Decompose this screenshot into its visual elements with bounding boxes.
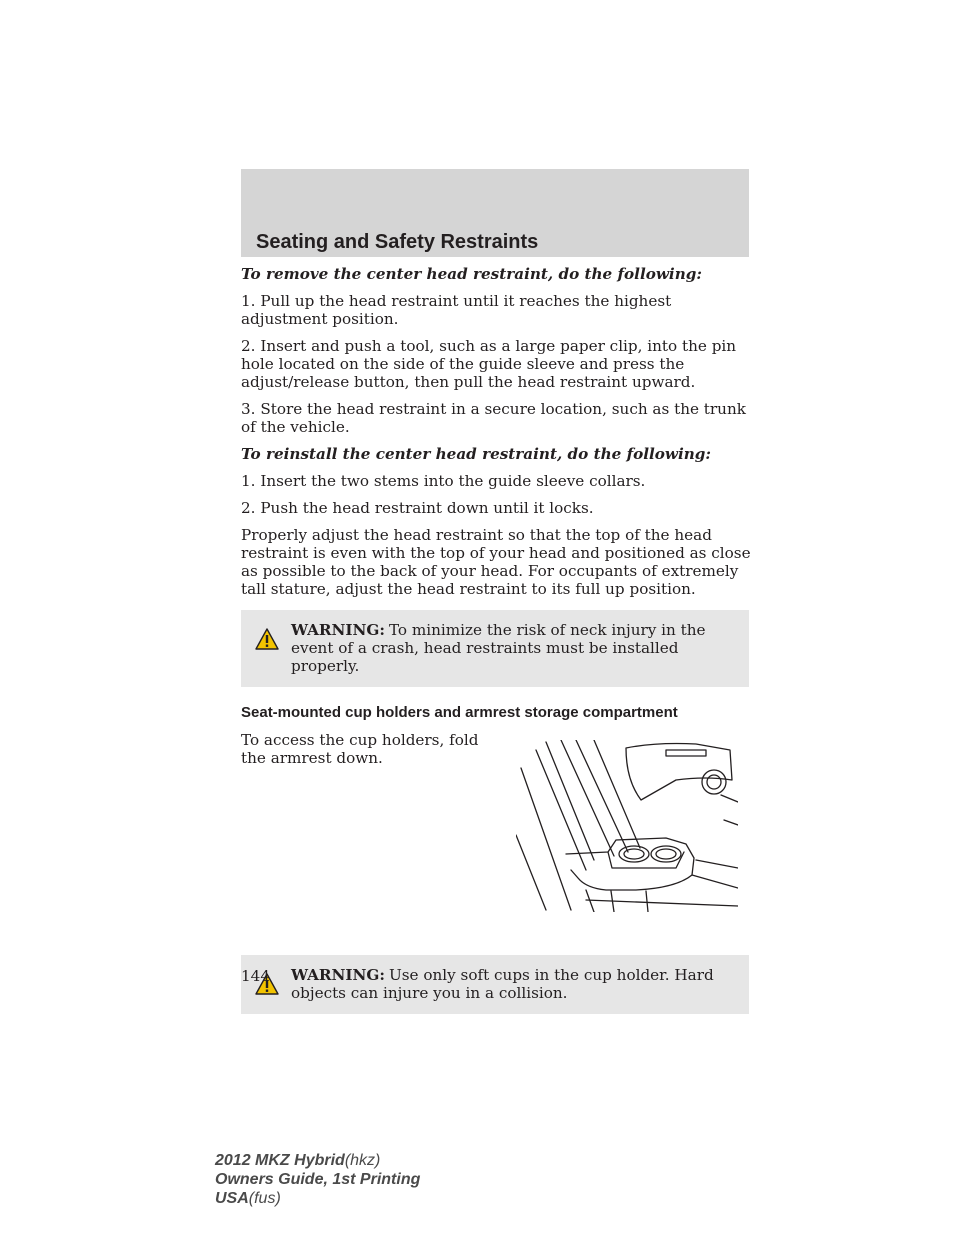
reinstall-heading: To reinstall the center head restraint, do the following: [241,445,712,463]
page-content [241,265,751,1031]
remove-step: 1. Pull up the head restraint until it reaches the highest adjustment position. [241,292,672,328]
footer-line-1 [215,1151,420,1170]
warning-triangle-icon [255,628,279,650]
warning-text: To minimize the risk of neck injury in the event of a crash, head restraints must be installed properly. [291,621,706,675]
remove-heading: To remove the center head restraint, do the following: [241,265,702,283]
page-number: 144 [241,967,270,985]
warning-box [241,955,749,1014]
warning-label: WARNING: [291,966,385,984]
footer-line-2: Owners Guide, 1st Printing [215,1171,421,1188]
cup-holder-illustration [516,740,738,912]
footer-line-3 [215,1189,420,1208]
adjust-paragraph: Properly adjust the head restraint so that the top of the head restraint is even with the top of your head and positioned as close as possible to the back of your head. For occupants of extremely tall stature, adjust the head restraint to its full up position. [241,526,751,598]
section-title: Seating and Safety Restraints [256,231,539,253]
remove-step: 2. Insert and push a tool, such as a large paper clip, into the pin hole located on the side of the guide sleeve and press the adjust/release button, then pull the head restraint upward. [241,337,737,391]
footer-model-code: (hkz) [344,1152,381,1169]
warning-box [241,610,749,687]
footer-model: 2012 MKZ Hybrid [215,1152,345,1169]
section-header [241,169,749,257]
cup-instructions: To access the cup holders, fold the armrest down. [241,731,479,767]
cup-holder-section [241,731,751,941]
reinstall-step: 2. Push the head restraint down until it locks. [241,499,594,517]
reinstall-step: 1. Insert the two stems into the guide sleeve collars. [241,472,646,490]
remove-step: 3. Store the head restraint in a secure location, such as the trunk of the vehicle. [241,400,746,436]
footer [215,1151,420,1208]
warning-text: Use only soft cups in the cup holder. Hard objects can injure you in a collision. [291,966,714,1002]
footer-market-code: (fus) [248,1190,281,1207]
footer-market: USA [215,1190,249,1207]
warning-label: WARNING: [291,621,385,639]
cup-section-title: Seat-mounted cup holders and armrest storage compartment [241,704,678,721]
